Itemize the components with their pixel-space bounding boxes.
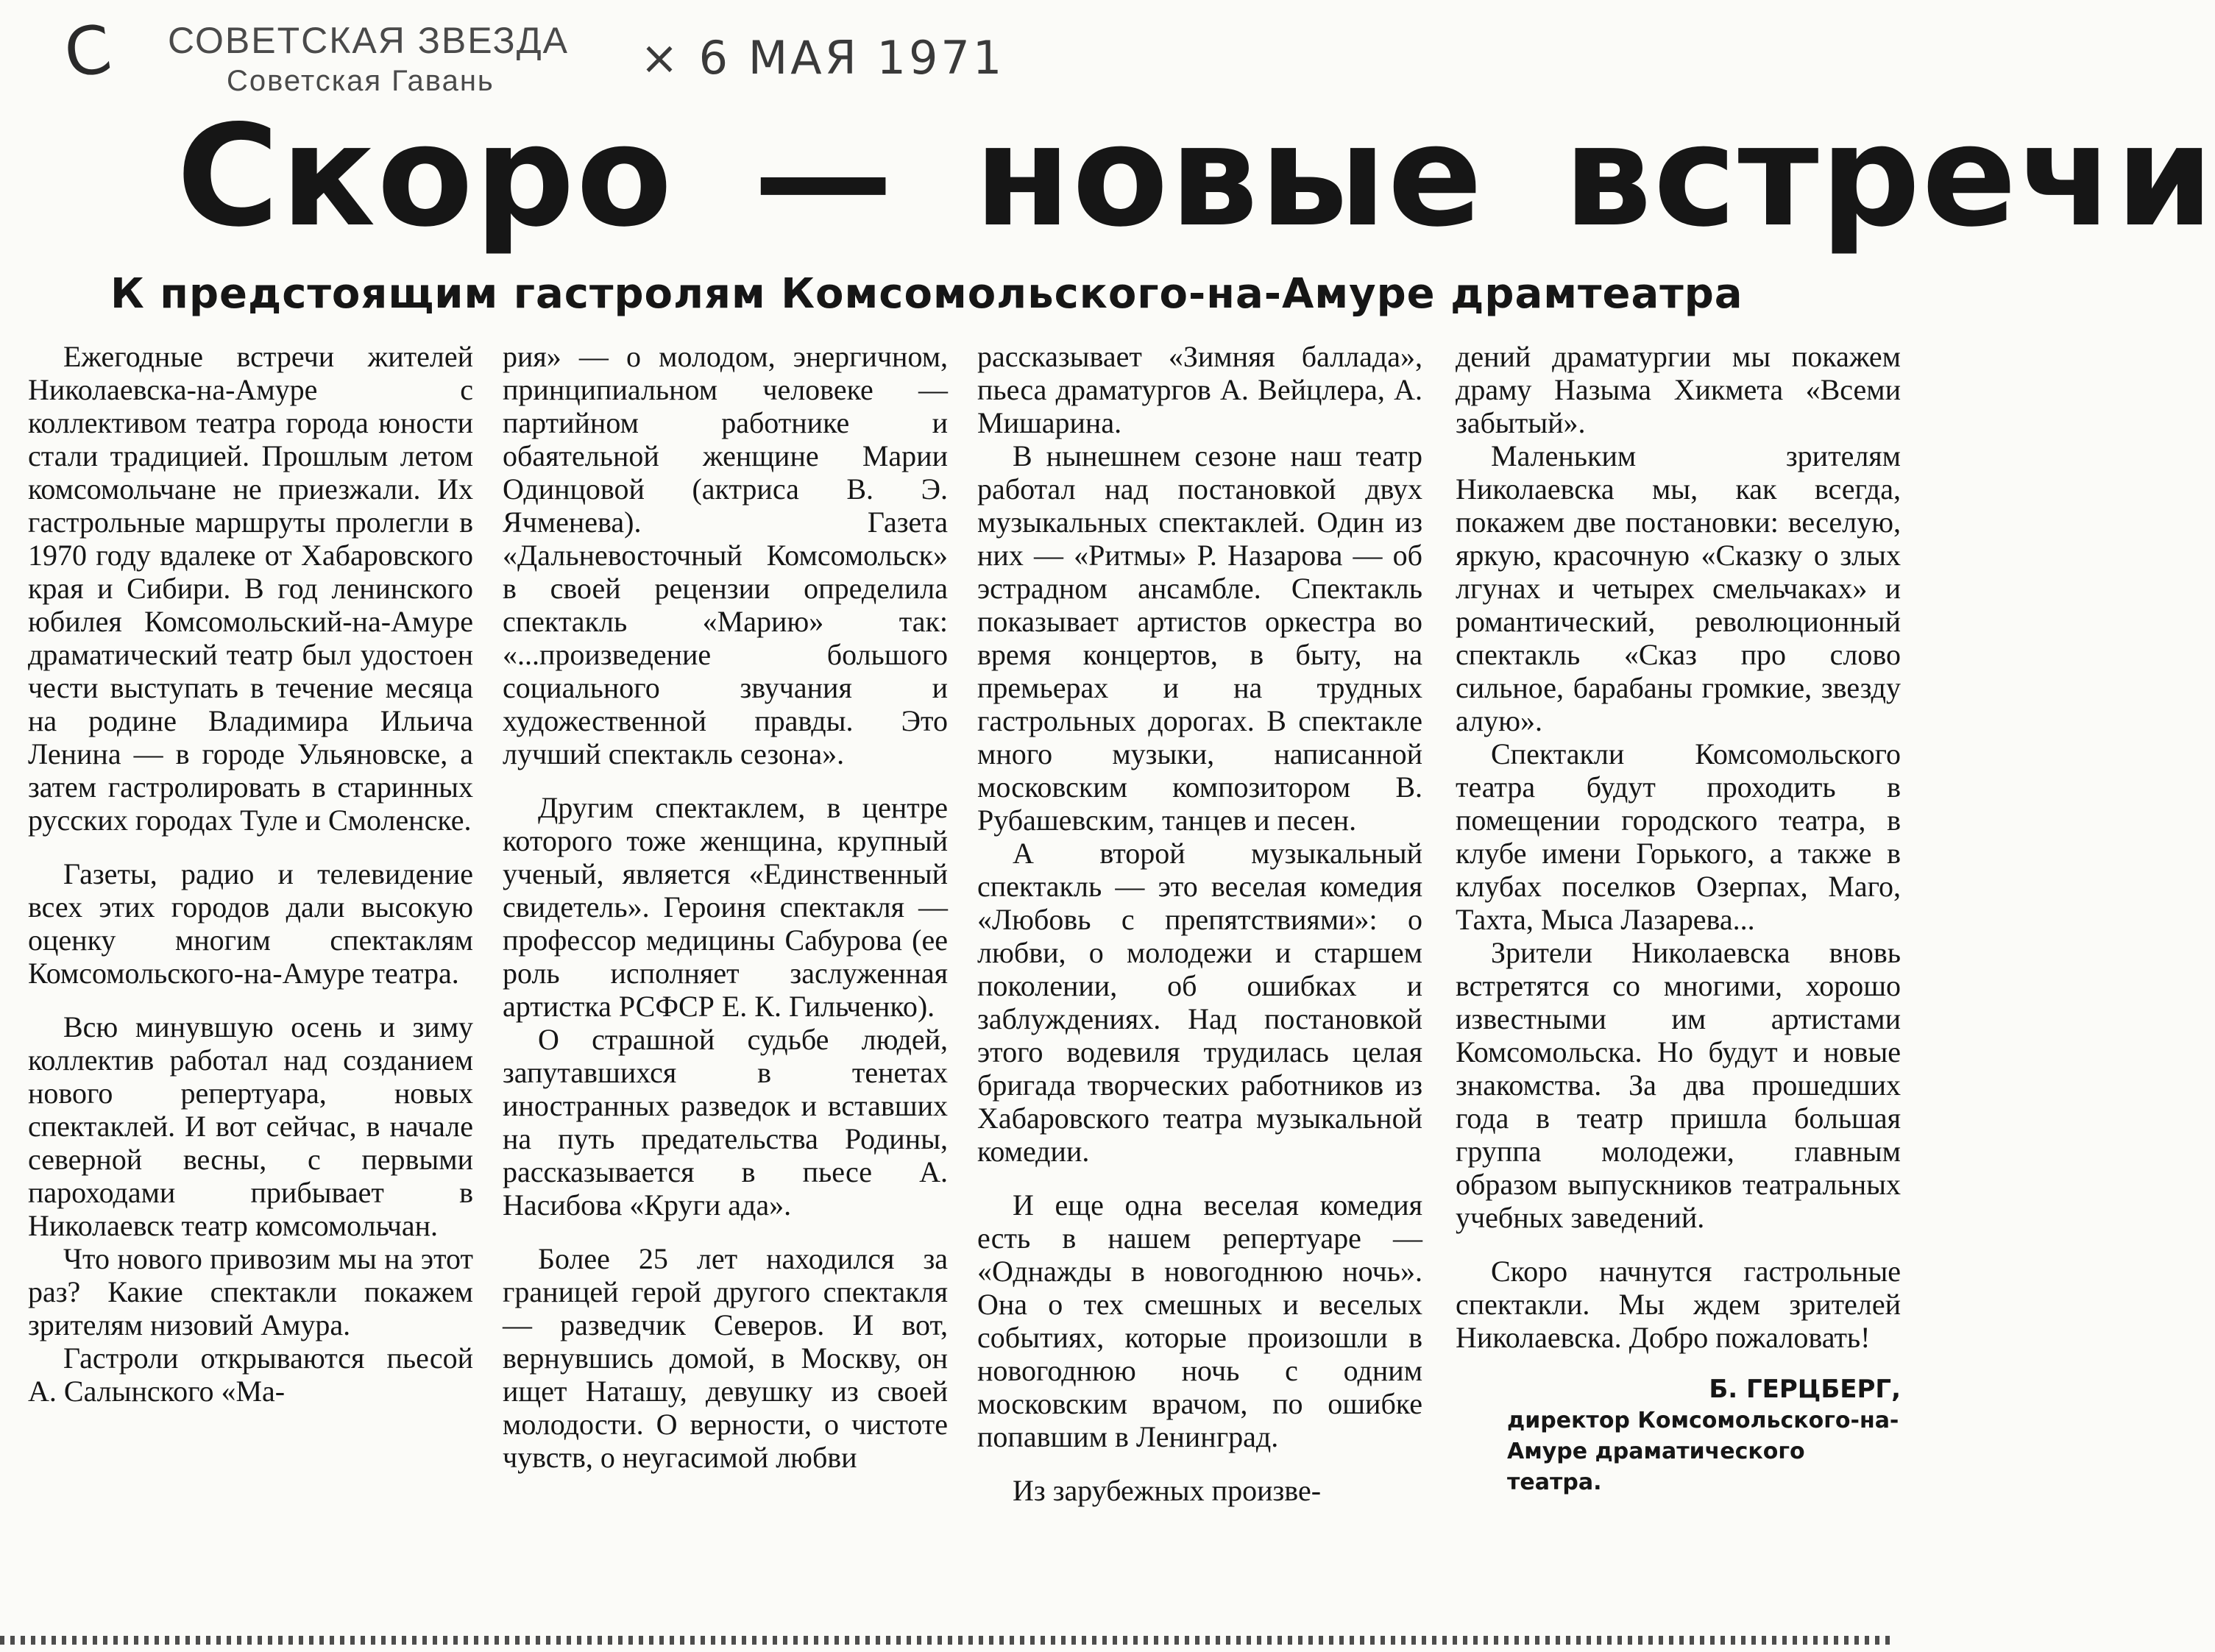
text-column-1 [28, 340, 473, 1408]
text-column-2 [503, 340, 948, 1474]
paragraph: рия» — о молодом, энергичном, принципиальном человеке — партийном работнике и обаятельной женщине Марии Одинцовой (актриса В. Э. Ячменева). Газета «Дальневосточный Комсомольск» в своей рецензии определила спектакль «Марию» так: «...произведение большого социального звучания и художественной правды. Это лучший спектакль сезона». [503, 340, 948, 770]
perforated-edge [0, 1636, 1893, 1645]
paragraph: А второй музыкальный спектакль — это веселая комедия «Любовь с препятствиями»: о любви, о молодежи и старшем поколении, об ошибках и заблуждениях. Над постановкой этого водевиля трудилась целая бригада творческих работников из Хабаровского театра музыкальной комедии. [977, 837, 1422, 1168]
paragraph: Маленьким зрителям Николаевска мы, как всегда, покажем две постановки: веселую, яркую, красочную «Сказку о злых лгунах и четырех смельчаках» и романтический, революционный спектакль «Сказ про слово сильное, барабаны громкие, звезду алую». [1456, 439, 1901, 737]
paragraph: Что нового привозим мы на этот раз? Какие спектакли покажем зрителям низовий Амура. [28, 1242, 473, 1341]
paragraph: Газеты, радио и телевидение всех этих городов дали высокую оценку многим спектаклям Комсомольского-на-Амуре театра. [28, 857, 473, 990]
author-name: Б. ГЕРЦБЕРГ, [1709, 1375, 1901, 1404]
paragraph: Ежегодные встречи жителей Николаевска-на-Амуре с коллективом театра города юности стали традицией. Прошлым летом комсомольчане не приезжали. Их гастрольные маршруты пролегли в 1970 году вдалеке от Хабаровского края и Сибири. В год ленинского юбилея Комсомольский-на-Амуре драматический театр был удостоен чести выступать в течение месяца на родине Владимира Ильича Ленина — в городе Ульяновске, а затем гастролировать в старинных русских городах Туле и Смоленске. [28, 340, 473, 837]
paragraph: И еще одна веселая комедия есть в нашем репертуаре — «Однажды в новогоднюю ночь». Она о тех смешных и веселых событиях, которые произошли в новогоднюю ночь с одним московским врачом, по ошибке попавшим в Ленинград. [977, 1188, 1422, 1453]
paragraph: Всю минувшую осень и зиму коллектив работал над созданием нового репертуара, новых спектаклей. И вот сейчас, в начале северной весны, с первыми пароходами прибывает в Николаевск театр комсомольчан. [28, 1010, 473, 1242]
paragraph: Другим спектаклем, в центре которого тоже женщина, крупный ученый, является «Единственный свидетель». Героиня спектакля — профессор медицины Сабурова (ее роль исполняет заслуженная артистка РСФСР Е. К. Гильченко). [503, 791, 948, 1023]
paragraph: О страшной судьбе людей, запутавшихся в тенетах иностранных разведок и вставших на путь предательства Родины, рассказывается в пьесе А. Насибова «Круги ада». [503, 1023, 948, 1222]
paragraph: Гастроли открываются пьесой А. Салынского «Ма- [28, 1341, 473, 1408]
newspaper-stamp [168, 19, 569, 98]
paragraph: Спектакли Комсомольского театра будут проходить в помещении городского театра, в клубе имени Горького, а также в клубах поселков Озерпах, Маго, Тахта, Мыса Лазарева... [1456, 737, 1901, 936]
article-subheadline: К предстоящим гастролям Комсомольского-на-Амуре драмтеатра [110, 270, 1743, 318]
handwritten-mark: С [59, 10, 116, 93]
stamp-city: Советская Гавань [227, 65, 495, 97]
handwritten-date: × 6 МАЯ 1971 [640, 31, 1005, 85]
author-role: директор Комсомольского-на-Амуре драматического театра. [1507, 1408, 1899, 1495]
stamp-newspaper-name: СОВЕТСКАЯ ЗВЕЗДА [168, 20, 569, 61]
article-headline: Скоро — новые встречи [177, 95, 2215, 258]
paragraph: В нынешнем сезоне наш театр работал над постановкой двух музыкальных спектаклей. Один из них — «Ритмы» Р. Назарова — об эстрадном ансамбле. Спектакль показывает артистов оркестра во время концертов, в быту, на премьерах и на трудных гастрольных дорогах. В спектакле много музыки, написанной московским композитором В. Рубашевским, танцев и песен. [977, 439, 1422, 837]
paragraph: Более 25 лет находился за границей герой другого спектакля — разведчик Северов. И вот, вернувшись домой, в Москву, он ищет Наташу, девушку из своей молодости. О верности, о чистоте чувств, о неугасимой любви [503, 1242, 948, 1474]
paragraph: рассказывает «Зимняя баллада», пьеса драматургов А. Вейцлера, А. Мишарина. [977, 340, 1422, 439]
text-column-3 [977, 340, 1422, 1507]
paragraph: дений драматургии мы покажем драму Назыма Хикмета «Всеми забытый». [1456, 340, 1901, 439]
paragraph: Зрители Николаевска вновь встретятся со многими, хорошо известными им артистами Комсомольска. Но будут и новые знакомства. За два прошедших года в театр пришла большая группа молодежи, главным образом выпускников театральных учебных заведений. [1456, 936, 1901, 1234]
article-body [21, 340, 1901, 1620]
paragraph: Из зарубежных произве- [1013, 1474, 1322, 1507]
text-column-4 [1456, 340, 1901, 1498]
paragraph: Скоро начнутся гастрольные спектакли. Мы ждем зрителей Николаевска. Добро пожаловать! [1456, 1255, 1901, 1354]
